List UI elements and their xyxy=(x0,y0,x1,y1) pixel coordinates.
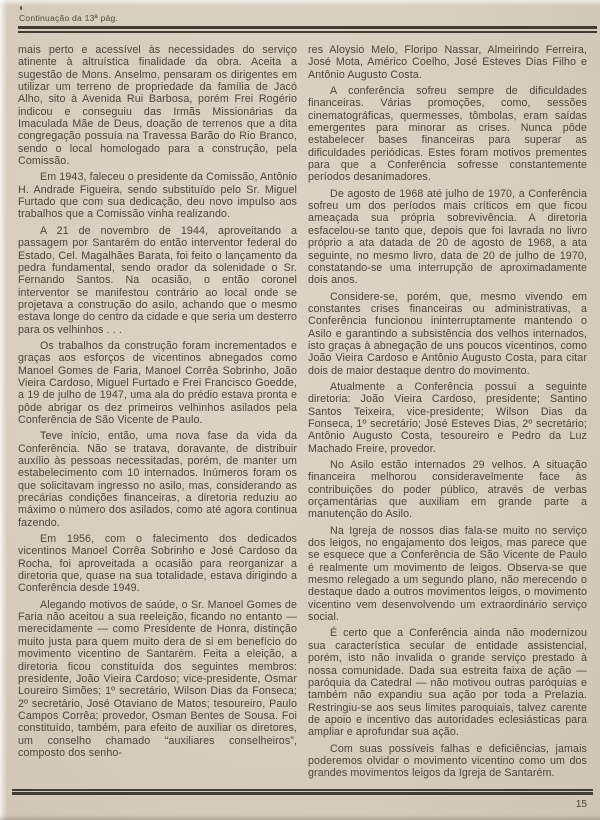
paragraph: Considere-se, porém, que, mesmo vivendo em constantes crises financeiras ou administrativas, a Conferência funcionou ininterruptamente mantendo o Asilo e garantindo a subsistência dos velhos internados, isto graças à abnegação de uns poucos vicentinos, como João Vieira Cardoso e Antônio Augusto Costa, para citar dois de maior destaque dentro do movimento. xyxy=(308,290,587,377)
right-text-column xyxy=(308,44,587,784)
paragraph: Com suas possíveis falhas e deficiências, jamais poderemos olvidar o movimento vicentino como um dos grandes movimentos leigos da Igreja de Santarém. xyxy=(308,742,587,780)
header-double-rule xyxy=(18,26,597,33)
paragraph: É certo que a Conferência ainda não modernizou sua característica secular de entidade assistencial, porém, isto não invalida o grande serviço prestado à nossa comunidade. Dada sua estreita faixa de ação — paróquia da Catedral — não motivou outras paróquias e também não expandiu sua ação por toda a Prelazia. Restringiu-se aos seus limites paroquiais, talvez carente de apoio e incentivo das autoridades eclesiásticas para ampliar e aprofundar sua ação. xyxy=(308,627,587,739)
scan-edge-left xyxy=(0,0,7,820)
paragraph: Os trabalhos da construção foram incrementados e graças aos esforços de vicentinos abnegados como Manoel Gomes de Faria, Manoel Corrêa Sobrinho, João Vieira Cardoso, Miguel Furtado e Frei Francisco Goedde, a 19 de julho de 1947, uma ala do prédio estava pronta e pôde abrigar os dez primeiros velhinhos asilados pela Conferência de São Vicente de Paulo. xyxy=(18,339,297,426)
footer-double-rule xyxy=(12,789,593,795)
paragraph: No Asilo estão internados 29 velhos. A situação financeira melhorou consideravelmente face às contribuições do poder público, através de verbas orçamentárias que auxiliam em grande parte a manutenção do Asilo. xyxy=(308,459,587,521)
left-text-column xyxy=(18,44,297,784)
paragraph: Em 1943, faleceu o presidente da Comissão, Antônio H. Andrade Figueira, sendo substituído pelo Sr. Miguel Furtado que com sua dedicação, deu novo impulso aos trabalhos que a Comissão vinha realizando. xyxy=(18,171,297,221)
continuation-note: Continuação da 13ª pág. xyxy=(19,13,119,23)
scan-speck xyxy=(20,6,22,10)
paragraph: mais perto e acessível às necessidades do serviço atinente à altruística finalidade da obra. Aceita a sugestão de Mons. Anselmo, pensaram os dirigentes em utilizar um terreno de propriedade da família de Jacó Alho, sito à Avenida Rui Barbosa, porém Frei Rogério indicou e conseguiu das Irmãs Missionárias da Imaculada Mãe de Deus, doação de terrenos que a dita congregação possuía na Travessa Barão do Rio Branco, sendo o local homologado para a construção, pela Comissão. xyxy=(18,44,297,168)
scan-edge-bottom xyxy=(0,815,600,820)
paragraph: Na Igreja de nossos dias fala-se muito no serviço dos leigos, no engajamento dos leigos, mas parece que se esquece que a Conferência de São Vicente de Paulo é realmente um movimento de leigos. Observa-se que mesmo relegado a um segundo plano, não merecendo o destaque dado a outros movimentos leigos, o movimento vicentino vem desenvolvendo um extraordinário serviço social. xyxy=(308,524,587,624)
paragraph: A 21 de novembro de 1944, aproveitando a passagem por Santarém do então interventor federal do Estado, Cel. Magalhães Barata, foi feito o lançamento da pedra fundamental, sendo orador da solenidade o Sr. Fernando Santos. Na ocasião, o então coronel interventor se manifestou contrário ao local onde se projetava a construção do asilo, achando que o mesmo estava longe do centro da cidade e que seria um desterro para os velhinhos . . . xyxy=(18,224,297,336)
page-number: 15 xyxy=(575,799,587,810)
paragraph: Alegando motivos de saúde, o Sr. Manoel Gomes de Faria não aceitou a sua reeleição, ficando no entanto — merecidamente — como Presidente de Honra, distinção muito justa para quem muito dera de si em benefício do movimento vicentino de Santarém. Feita a eleição, a diretoria ficou constituída dos seguintes membros: presidente, João Vieira Cardoso; vice-presidente, Osmar Loureiro Simões; 1º secretário, Wilson Dias da Fonseca; 2º secretário, José Otaviano de Matos; tesoureiro, Paulo Campos Corrêa; provedor, Osman Bentes de Sousa. Foi constituído, também, para efeito de auxiliar os diretores, um conselho chamado “auxiliares conselheiros”, composto dos senho- xyxy=(18,598,297,759)
paragraph: A conferência sofreu sempre de dificuldades financeiras. Várias promoções, como, sessões cinematográficas, quermesses, tômbolas, eram saídas emergentes para minorar as crises. Nunca pôde estabelecer bases financeiras para superar as dificuldades periódicas. Estes foram motivos prementes para que a Conferência sofresse constantemente períodos desanimadores. xyxy=(308,85,587,184)
paragraph: Atualmente a Conferência possui a seguinte diretoria: João Vieira Cardoso, presidente; Santino Santos Teixeira, vice-presidente; Wilson Dias da Fonseca, 1º secretário; José Esteves Dias, 2º secretário; Antônio Augusto Costa, tesoureiro e Pedro da Luz Machado Freire, provedor. xyxy=(308,380,587,455)
paragraph: De agosto de 1968 até julho de 1970, a Conferência sofreu um dos períodos mais críticos em que ficou ameaçada sua própria sobrevivência. A diretoria esfacelou-se tanto que, depois que foi lavrada no livro próprio a ata datada de 20 de agosto de 1968, a ata seguinte, no mesmo livro, data de 20 de julho de 1970, constatando-se uma interrupção de aproximadamente dois anos. xyxy=(308,187,587,287)
paragraph: Teve início, então, uma nova fase da vida da Conferência. Não se tratava, doravante, de distribuir auxílio às pessoas necessitadas, porém, de manter um estabelecimento com 10 internados. Inúmeros foram os que solicitavam ingresso no asilo, mas, considerando as precárias condições financeiras, a diretoria reduziu ao máximo o número dos asilados, como até agora continua fazendo. xyxy=(18,430,297,529)
paragraph: res Aloysio Melo, Floripo Nassar, Almeirindo Ferreira, José Mota, Américo Coelho, José Esteves Dias Filho e Antônio Augusto Costa. xyxy=(308,44,587,81)
article-body xyxy=(18,44,587,784)
paragraph: Em 1956, com o falecimento dos dedicados vicentinos Manoel Corrêa Sobrinho e José Cardoso da Rocha, foi aproveitada a ocasião para reorganizar a diretoria que, quase na sua totalidade, estava dirigindo a Conferência desde 1949. xyxy=(18,533,297,595)
scan-edge-top xyxy=(0,0,600,6)
